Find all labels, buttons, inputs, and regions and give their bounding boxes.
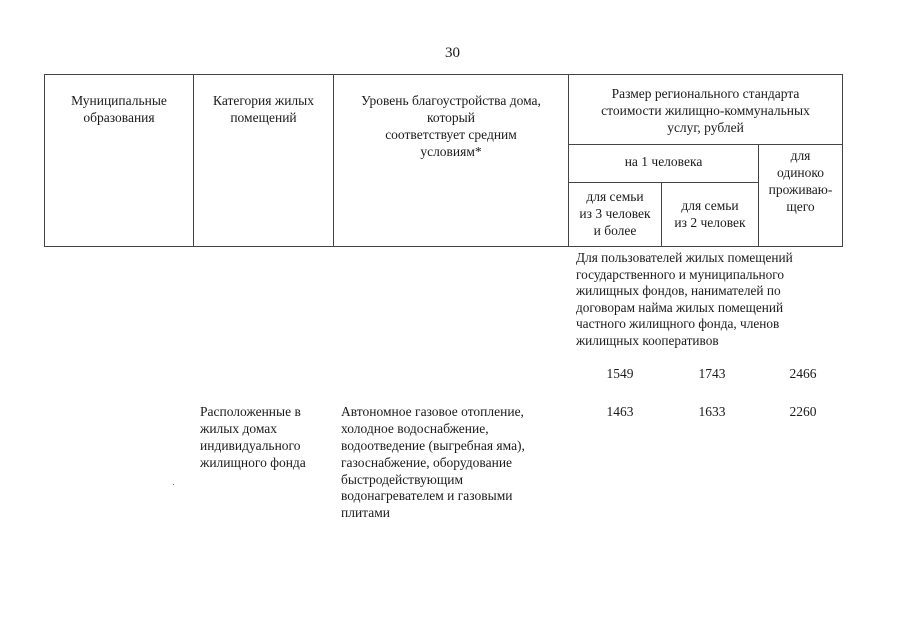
value-family-2: 1743 — [698, 366, 726, 381]
header-amenity-level: Уровень благоустройства дома, который соответствует средним условиям* — [361, 93, 541, 159]
value-family-3-plus: 1549 — [606, 366, 634, 381]
row-divider — [568, 182, 758, 183]
page-number: 30 — [445, 45, 460, 61]
header-municipalities: Муниципальные образования — [71, 93, 167, 125]
row-amenity: Автономное газовое отопление, холодное водоснабжение, водоотведение (выгребная яма), газоснабжение, оборудование быстродействующим водонагревателем и газовыми плитами — [341, 404, 525, 521]
section-title: Для пользователей жилых помещений государственного и муниципального жилищных фондов, нанимателей по договорам найма жилых помещений частного жилищного фонда, членов жилищных кооперативов — [576, 250, 793, 349]
row-category: Расположенные в жилых домах индивидуального жилищного фонда — [200, 404, 306, 470]
value-single: 2260 — [789, 404, 817, 419]
header-family-2: для семьи из 2 человек — [674, 198, 746, 230]
value-single: 2466 — [789, 366, 817, 381]
row-divider — [568, 144, 843, 145]
value-family-2: 1633 — [698, 404, 726, 419]
header-standard-size: Размер регионального стандарта стоимости жилищно-коммунальных услуг, рублей — [601, 86, 810, 135]
header-per-person: на 1 человека — [624, 154, 703, 169]
scan-speck — [173, 484, 174, 485]
value-family-3-plus: 1463 — [606, 404, 634, 419]
header-category: Категория жилых помещений — [213, 93, 314, 125]
header-family-3-plus: для семьи из 3 человек и более — [579, 189, 651, 238]
header-single-resident: для одиноко проживаю- щего — [768, 148, 833, 214]
